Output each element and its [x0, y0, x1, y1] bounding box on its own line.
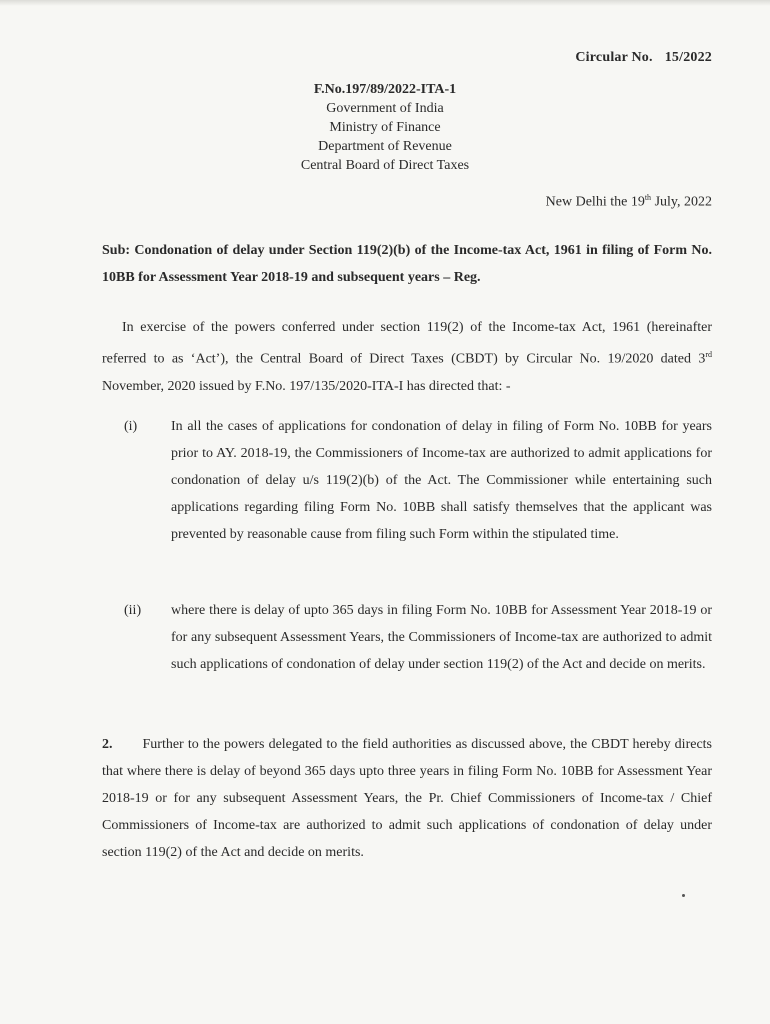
circular-label: Circular No. — [575, 50, 653, 65]
list-item-number: (i) — [124, 419, 138, 434]
list-item-text: In all the cases of applications for condonation of delay in filing of Form No. 10BB for years prior to AY. 2018-19, the Commissioners of Income-tax are authorized to admit applications for condonation of delay u/s 119(2)(b) of the Act. The Commissioner while entertaining such applications regarding filing Form No. 10BB shall satisfy themselves that the applicant was prevented by reasonable cause from filing such Form within the stipulated time. — [171, 419, 712, 542]
date-line — [546, 193, 712, 211]
header-line-ministry: Ministry of Finance — [329, 120, 441, 135]
header-line-government: Government of India — [326, 101, 444, 116]
paragraph-2-text: Further to the powers delegated to the field authorities as discussed above, the CBDT hereby directs that where there is delay of beyond 365 days upto three years in filing Form No. 10BB for Assessment Year 2018-19 or for any subsequent Assessment Years, the Pr. Chief Commissioners of Income-tax / Chief Commissioners of Income-tax are authorized to admit such applications of condonation of delay under section 119(2) of the Act and decide on merits. — [102, 737, 712, 860]
list-item — [102, 597, 712, 678]
paragraph-2 — [102, 731, 712, 866]
list-item-number: (ii) — [124, 603, 142, 618]
para1-sup: rd — [705, 350, 712, 359]
para1-part1: In exercise of the powers conferred under section 119(2) of the Income-tax Act, 1961 (hereinafter referred to as ‘Act’), the Central Board of Direct Taxes (CBDT) by Circular No. 19/2020 dated 3 — [102, 320, 712, 367]
header-line-board: Central Board of Direct Taxes — [300, 158, 470, 173]
list-item — [102, 413, 712, 548]
paragraph-number: 2. — [102, 737, 113, 752]
circular-number — [575, 50, 712, 66]
date-prefix: New Delhi the 19 — [545, 194, 645, 210]
date-rest: July, 2022 — [651, 194, 712, 210]
scan-speck — [682, 894, 685, 897]
circular-value: 15/2022 — [664, 50, 712, 65]
date-suffix: th — [644, 193, 652, 202]
header-line-department: Department of Revenue — [318, 139, 452, 154]
list-item-text: where there is delay of upto 365 days in filing Form No. 10BB for Assessment Year 2018-19 or for any subsequent Assessment Years, the Commissioners of Income-tax are authorized to admit such applications of condonation of delay under section 119(2) of the Act and decide on merits. — [171, 603, 712, 672]
scan-edge — [0, 0, 770, 6]
file-number: F.No.197/89/2022-ITA-1 — [313, 82, 457, 97]
letterhead — [0, 80, 770, 175]
subject-line: Sub: Condonation of delay under Section 119(2)(b) of the Income-tax Act, 1961 in filing of Form No. 10BB for Assessment Year 2018-19 and subsequent years – Reg. — [102, 243, 712, 285]
para1-part2: November, 2020 issued by F.No. 197/135/2020-ITA-I has directed that: - — [102, 378, 511, 394]
paragraph-intro — [102, 314, 712, 400]
